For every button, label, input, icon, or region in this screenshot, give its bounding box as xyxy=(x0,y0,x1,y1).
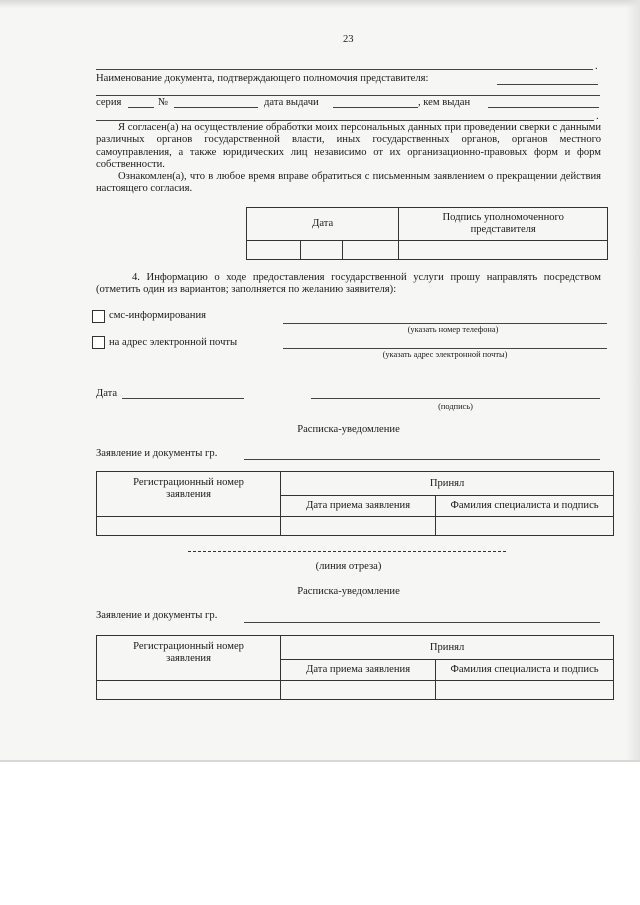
series-field[interactable] xyxy=(128,107,154,108)
specialist-cell[interactable] xyxy=(436,681,614,700)
signature-cell[interactable] xyxy=(399,241,608,260)
cut-line xyxy=(188,551,506,552)
phone-hint: (указать номер телефона) xyxy=(407,325,499,334)
blank-line xyxy=(96,69,593,70)
phone-field[interactable] xyxy=(283,323,607,324)
specialist-cell[interactable] xyxy=(436,517,614,536)
blank-line xyxy=(96,95,600,96)
date-header: Дата приема заявления xyxy=(281,660,436,681)
consent-signature-table xyxy=(246,207,608,260)
cut-line-label: (линия отреза) xyxy=(315,561,382,572)
accepted-header: Принял xyxy=(281,472,614,496)
receipt-table xyxy=(96,635,614,700)
notification-paragraph: 4. Информацию о ходе предоставления государственной услуги прошу направлять посредством (отметить один из вариантов; заполняется по желанию заявителя): xyxy=(96,272,601,296)
representative-doc-label: Наименование документа, подтверждающего полномочия представителя: xyxy=(96,73,429,84)
date-cell-year[interactable] xyxy=(343,241,399,260)
issued-by-label: , кем выдан xyxy=(418,97,471,108)
signature-header: Подпись уполномоченного представителя xyxy=(399,208,608,241)
email-hint: (указать адрес электронной почты) xyxy=(382,350,508,359)
signature-hint: (подпись) xyxy=(438,402,473,411)
applicant-field[interactable] xyxy=(244,459,600,460)
signature-field[interactable] xyxy=(311,398,600,399)
issue-date-field[interactable] xyxy=(333,107,418,108)
date-cell[interactable] xyxy=(281,681,436,700)
series-label: серия xyxy=(96,97,122,108)
number-label: № xyxy=(158,97,169,108)
applicant-label: Заявление и документы гр. xyxy=(96,448,218,459)
receipt-table xyxy=(96,471,614,536)
date-label: Дата xyxy=(96,388,118,399)
date-cell[interactable] xyxy=(281,517,436,536)
email-checkbox[interactable] xyxy=(92,336,105,349)
email-field[interactable] xyxy=(283,348,607,349)
reg-number-cell[interactable] xyxy=(97,517,281,536)
specialist-header: Фамилия специалиста и подпись xyxy=(436,660,614,681)
representative-doc-field[interactable] xyxy=(497,84,598,85)
email-option-label: на адрес электронной почты xyxy=(109,337,238,348)
page-number: 23 xyxy=(343,34,354,45)
issued-by-field[interactable] xyxy=(488,107,599,108)
applicant-label: Заявление и документы гр. xyxy=(96,610,218,621)
date-field[interactable] xyxy=(122,398,244,399)
revocation-paragraph: Ознакомлен(а), что в любое время вправе обратиться с письменным заявлением о прекращении действия настоящего согласия. xyxy=(96,171,601,195)
date-header: Дата xyxy=(247,208,399,241)
date-header: Дата приема заявления xyxy=(281,496,436,517)
sms-option-label: смс-информирования xyxy=(109,310,207,321)
line-end-period: . xyxy=(596,111,599,122)
number-field[interactable] xyxy=(174,107,258,108)
receipt-title: Расписка-уведомление xyxy=(297,424,400,435)
receipt-title: Расписка-уведомление xyxy=(297,586,400,597)
line-end-period: . xyxy=(595,61,598,72)
reg-number-header: Регистрационный номер заявления xyxy=(97,472,281,517)
blank-line xyxy=(96,120,594,121)
consent-paragraph: Я согласен(а) на осуществление обработки моих персональных данных при проведении сверки с данными различных органов государственной власти, иных государственных органов, органов местного самоуправления, а также юридических лиц независимо от их организационно-правовых форм и форм собственности. xyxy=(96,122,601,171)
reg-number-header: Регистрационный номер заявления xyxy=(97,636,281,681)
accepted-header: Принял xyxy=(281,636,614,660)
issue-date-label: дата выдачи xyxy=(264,97,319,108)
reg-number-cell[interactable] xyxy=(97,681,281,700)
date-cell-day[interactable] xyxy=(247,241,301,260)
applicant-field[interactable] xyxy=(244,622,600,623)
sms-checkbox[interactable] xyxy=(92,310,105,323)
date-cell-month[interactable] xyxy=(301,241,343,260)
specialist-header: Фамилия специалиста и подпись xyxy=(436,496,614,517)
